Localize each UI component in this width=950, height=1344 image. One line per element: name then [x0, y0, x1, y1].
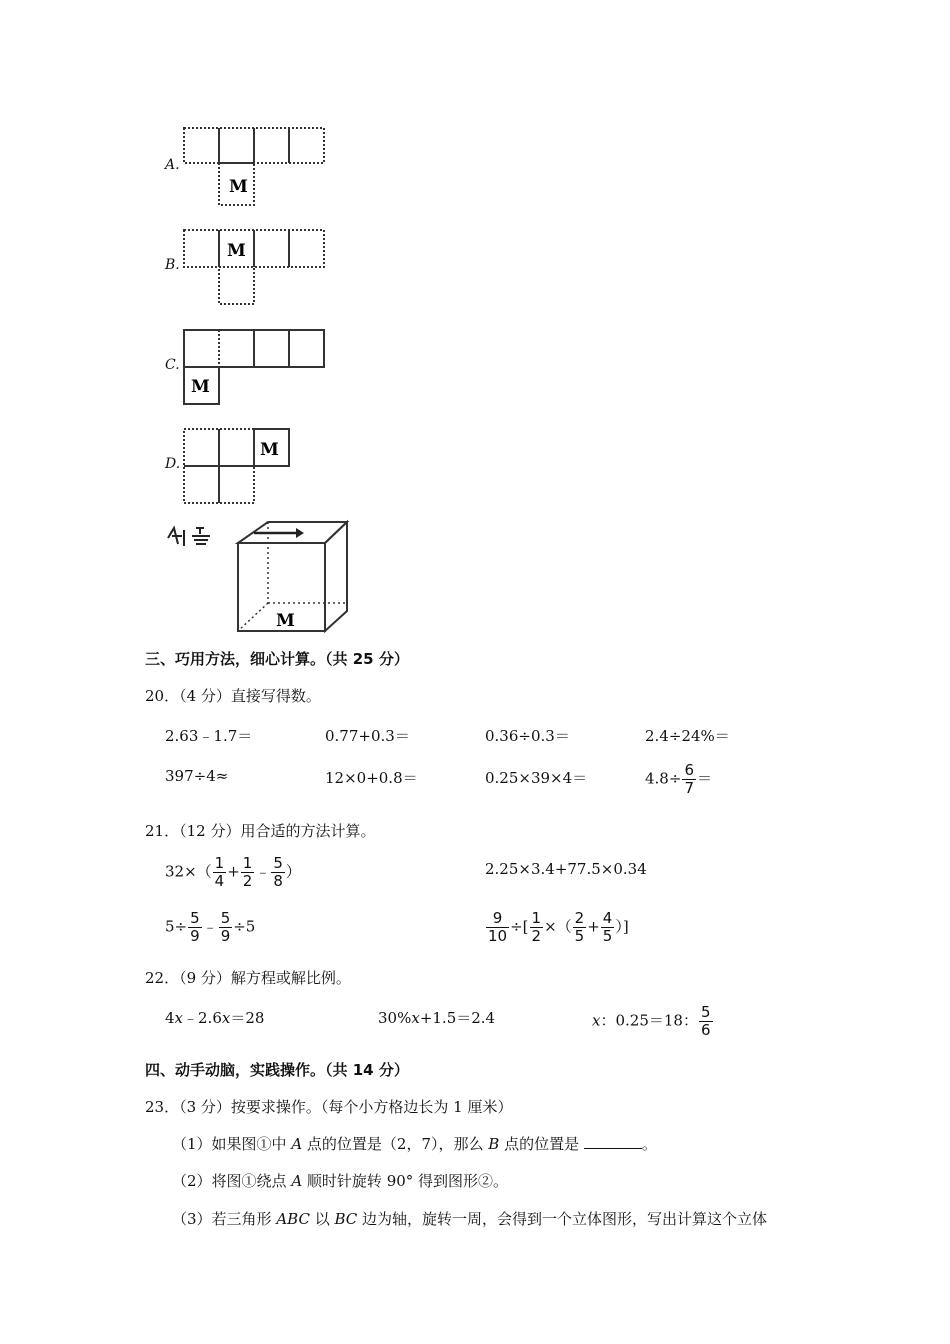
- q20-item-8-lead: 4.8÷: [645, 769, 682, 788]
- section-4-heading: 四、动手动脑，实践操作。（共 14 分）: [145, 1061, 409, 1079]
- q20-item-6: 12×0+0.8＝: [325, 769, 418, 787]
- q20-item-5: 397÷4≈: [165, 767, 229, 785]
- option-b-m: M: [227, 241, 246, 261]
- q23-part-2: （2）将图①绕点 A 顺时针旋转 90° 得到图形②。: [172, 1172, 509, 1190]
- q21-title: 21．（12 分）用合适的方法计算。: [145, 822, 376, 840]
- option-c-net: [182, 328, 326, 408]
- fraction: $\frac{9}{10}$: [488, 909, 508, 945]
- option-a-m: M: [229, 177, 248, 197]
- q23-title: 23．（3 分）按要求操作。（每个小方格边长为 1 厘米）: [145, 1098, 513, 1116]
- option-d-label: D.: [165, 456, 181, 472]
- option-a-label: A.: [165, 157, 180, 173]
- q23-part-3: （3）若三角形 ABC 以 BC 边为轴，旋转一周，会得到一个立体图形，写出计算这个立体: [172, 1210, 768, 1228]
- fraction: $\frac{5}{9}$: [220, 909, 231, 945]
- fraction: $\frac{4}{5}$: [602, 909, 613, 945]
- section-3-heading: 三、巧用方法，细心计算。（共 25 分）: [145, 650, 409, 668]
- option-c-label: C.: [165, 357, 180, 373]
- q21-expr-4: $\frac{9}{10}$ ÷[ $\frac{1}{2}$ ×（ $\frac{2}{5}$ + $\frac{4}{5}$ ）]: [488, 909, 629, 945]
- q21-expr-3: 5÷ $\frac{5}{9}$ ﹣ $\frac{5}{9}$ ÷5: [165, 909, 256, 945]
- cube-m: M: [276, 611, 295, 631]
- q20-title: 20．（4 分）直接写得数。: [145, 687, 321, 705]
- fraction: $\frac{6}{7}$: [684, 761, 694, 797]
- q21-expr-2: 2.25×3.4+77.5×0.34: [485, 860, 647, 878]
- cube-figure: [160, 518, 355, 636]
- smudge-mark: [168, 528, 210, 546]
- fraction: $\frac{5}{9}$: [190, 909, 200, 945]
- q21-expr-1: 32×（ $\frac{1}{4}$ + $\frac{1}{2}$ ﹣ $\frac{5}{8}$ ）: [165, 854, 301, 890]
- option-d-m: M: [260, 440, 279, 460]
- q20-item-3: 0.36÷0.3＝: [485, 727, 570, 745]
- q20-item-7: 0.25×39×4＝: [485, 769, 588, 787]
- fraction: $\frac{5}{6}$: [700, 1003, 711, 1039]
- fraction: $\frac{1}{2}$: [531, 909, 542, 945]
- q20-item-2: 0.77+0.3＝: [325, 727, 410, 745]
- q22-title: 22．（9 分）解方程或解比例。: [145, 969, 351, 987]
- option-b-net: [182, 228, 326, 308]
- option-d-net: [182, 427, 292, 507]
- q23-part-1: （1）如果图①中 A 点的位置是（2，7），那么 B 点的位置是 。: [172, 1135, 657, 1153]
- fraction: $\frac{1}{4}$: [214, 854, 225, 890]
- q20-item-8-tail: ＝: [696, 769, 712, 788]
- q20-item-1: 2.63﹣1.7＝: [165, 727, 253, 745]
- q22-eq-3: x：0.25＝18： $\frac{5}{6}$: [592, 1003, 711, 1039]
- q20-item-8: [645, 762, 712, 797]
- option-b-label: B.: [165, 257, 180, 273]
- answer-blank[interactable]: [584, 1134, 642, 1149]
- fraction: $\frac{1}{2}$: [242, 854, 253, 890]
- q22-eq-1: 4x﹣2.6x＝28: [165, 1009, 265, 1027]
- q20-item-4: 2.4÷24%＝: [645, 727, 730, 745]
- q22-eq-2: 30%x+1.5＝2.4: [378, 1009, 496, 1027]
- fraction: $\frac{2}{5}$: [574, 909, 585, 945]
- option-c-m: M: [191, 377, 210, 397]
- option-a-net: [182, 126, 326, 208]
- fraction: $\frac{5}{8}$: [273, 854, 283, 890]
